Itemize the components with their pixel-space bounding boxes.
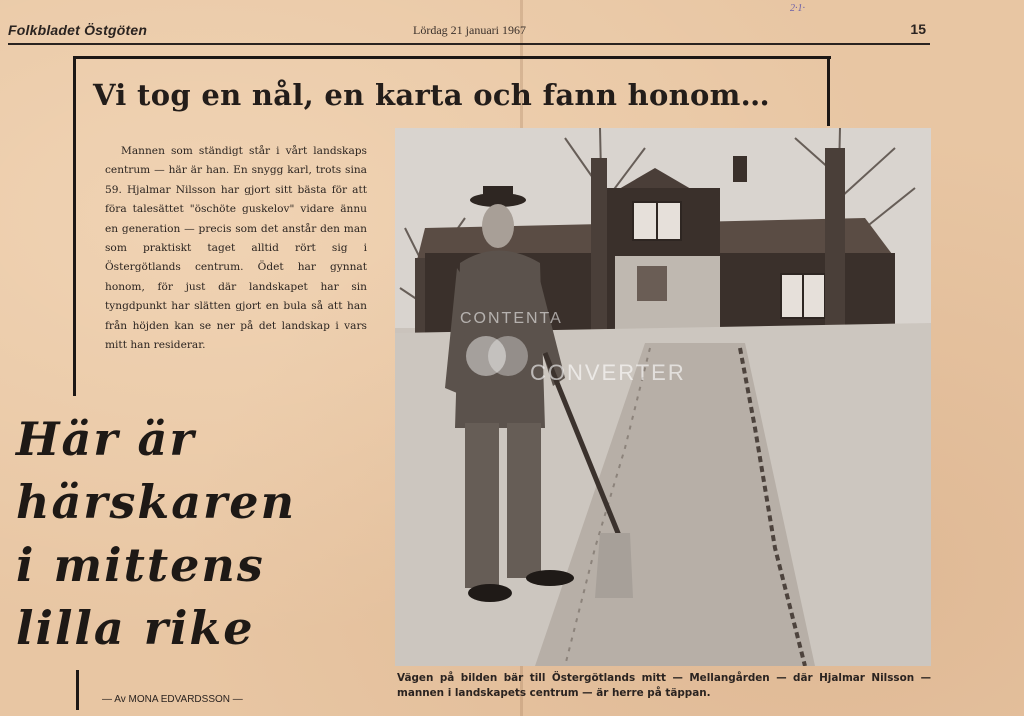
article-lead bbox=[105, 142, 367, 355]
article-headline: Vi tog en nål, en karta och fann honom… bbox=[93, 78, 770, 112]
big-headline-line-4: lilla rike bbox=[16, 601, 255, 655]
big-headline-line-3: i mittens bbox=[16, 538, 265, 592]
byline-rule bbox=[76, 670, 79, 710]
big-headline-line-1: Här är bbox=[16, 412, 196, 466]
photo-caption: Vägen på bilden bär till Östergötlands mitt — Mellangården — där Hjalmar Nilsson — mannen i landskapets centrum — är herre på täppan. bbox=[397, 672, 931, 699]
byline: — Av MONA EDVARDSSON — bbox=[102, 694, 243, 705]
watermark-line-1: CONTENTA bbox=[460, 310, 563, 327]
big-headline-line-2: härskaren bbox=[16, 475, 297, 529]
photo-illustration bbox=[395, 128, 931, 666]
headline-rule-top bbox=[73, 56, 831, 59]
issue-date: Lördag 21 januari 1967 bbox=[413, 23, 526, 37]
big-headline bbox=[16, 408, 396, 660]
headline-rule-left bbox=[73, 56, 76, 396]
masthead-rule bbox=[8, 43, 930, 45]
article-photo bbox=[395, 128, 931, 666]
paper-name: Folkbladet Östgöten bbox=[8, 22, 148, 38]
headline-rule-right bbox=[827, 56, 830, 126]
masthead bbox=[8, 22, 928, 42]
pencil-scribble: 2·1· bbox=[790, 3, 805, 14]
lead-paragraph: Mannen som ständigt står i vårt landskaps centrum — här är han. En snygg karl, trots sina 59. Hjalmar Nilsson har gjort sitt bästa för att föra talesättet "öschöte guskelov" vidare ännu en generation — precis som det anstår den man som praktiskt taget alltid rört sig i Östergötlands centrum. Ödet har gynnat honom, för just där landskapet har sin tyngdpunkt har slätten gjort en bula så att han från höjden kan se ner på det landskap i vars mitt han residerar. bbox=[105, 145, 367, 352]
page-number: 15 bbox=[910, 21, 926, 37]
watermark-line-2: CONVERTER bbox=[530, 360, 686, 385]
